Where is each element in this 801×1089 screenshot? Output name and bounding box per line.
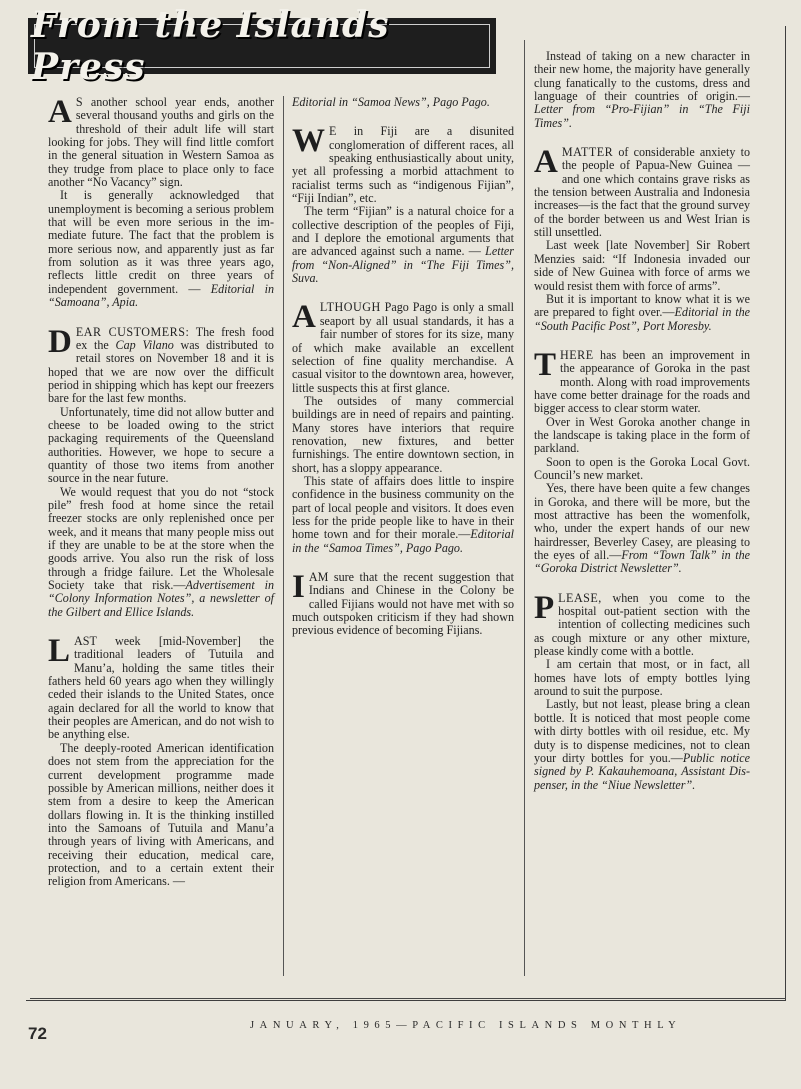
article-source: Editorial in “Samoa News”, Pago Pago. xyxy=(292,95,490,109)
drop-cap: W xyxy=(292,123,325,160)
drop-cap: P xyxy=(534,589,555,626)
article-colony-notes xyxy=(48,323,275,620)
drop-cap: T xyxy=(534,346,557,383)
article-fiji-times-2 xyxy=(292,571,514,638)
article-samoa-times xyxy=(292,301,514,555)
article-paragraph: Last week [late November] Sir Robert Menzies said: “If Indonesia invaded our side of New Guinea with force of arms we would resist them with force of arms”. xyxy=(534,238,750,293)
article-lead: LAST week [mid-November] the traditional leaders of Tutuila and Manu’a, holding the same titles their fathers held 60 years ago when they willingly ceded their islands to the United States, once again declared for all the world to know that their peoples are American, and do not wish to be anything else. xyxy=(48,633,274,742)
column-middle xyxy=(292,96,514,654)
article-source: Letter from “Non-Aligned” in “The Fiji Times”, Suva. xyxy=(292,244,514,286)
article-paragraph: But it is important to know what it is we are prepared to fight over.—Editorial in the “South Pacific Post”, Port Moresby. xyxy=(534,291,751,333)
article-south-pacific-post xyxy=(534,146,750,333)
drop-cap: I xyxy=(292,569,305,605)
drop-cap: A xyxy=(48,94,72,130)
drop-cap: L xyxy=(48,633,71,670)
article-lead: W E in Fiji are a disunited conglomeration of different races, all speaking enthusiastically about unity, yet all professing a morbid attachment to racialist terms such as “indigenous Fijian”, “Fiji Indian”, etc. xyxy=(292,123,514,206)
article-source: Editorial in “Samoana”, Apia. xyxy=(48,281,274,310)
footer-rule xyxy=(30,998,786,999)
column-left xyxy=(48,96,274,905)
article-paragraph: Soon to open is the Goroka Local Govt. Council’s new market. xyxy=(534,454,750,482)
article-source: Advertisement in “Colony Information Notes”, a newsletter of the Gilbert and Ellice Islands. xyxy=(48,578,274,619)
article-paragraph: Lastly, but not least, please bring a clean bottle. It is noticed that most people come with dirty bottles with oil residue, etc. My duty is to dispense medicines, not to clean your dirty bottles for you.—Public notice signed by P. Kakauhemoana, Assistant Dispenser, in the “Niue Newsletter”. xyxy=(534,697,750,792)
article-paragraph: Unfortunately, time did not allow butter and cheese to be loaded owing to the strict packaging requirements of the Queensland authorities. However, we hope to secure a quantity of those two items from another source in the near future. xyxy=(48,404,274,486)
article-source-line xyxy=(292,96,514,109)
article-samoa-news-cont xyxy=(292,96,514,109)
article-samoana xyxy=(48,96,274,310)
column-rule xyxy=(283,96,284,976)
article-lead: ALTHOUGH Pago Pago is only a small seaport by all usual standards, it has a fair number of stores for its size, many of which make available an excellent selection of fine quality merchandise. A casual visitor to the downtown area, however, little suspects this at first glance. xyxy=(292,299,514,395)
running-head: JANUARY, 1965—PACIFIC ISLANDS MONTHLY xyxy=(250,1020,682,1031)
article-paragraph: The deeply-rooted American identification does not stem from the appreciation for the current development programme made possible by American millions, neither does it stem from a desire to keep the American dollars flowing in. It is the thinking instilled into the Samoans of Tutuila and Manu’a through years of living with Americans, and receiving their education, medical care, protection, and to a certain extent their religion from Americans. — xyxy=(48,740,274,889)
article-paragraph: The outsides of many commercial buildings are in need of repairs and painting. Many stores have interiors that require renovation, new fixtures, and better furnishings. The entire downtown section, in short, has a sloppy appearance. xyxy=(292,393,514,475)
drop-cap: A xyxy=(534,144,558,181)
article-goroka xyxy=(534,346,750,576)
article-source: Editorial in the “South Pacific Post”, Port Moresby. xyxy=(534,305,751,333)
article-source: Letter from “Pro-Fijian” in “The Fiji Times”. xyxy=(534,102,750,130)
article-lead: A S another school year ends, another several thousand youths and girls on the threshold of their adult life will start looking for jobs. They will find little comfort in the general situation in Western Samoa as they trudge from place to place only to face another “No Vacancy” sign. xyxy=(48,94,274,190)
article-lead: A MATTER of considerable anxiety to the people of Papua-New Guinea — and one which contains grave risks as the tension between Australia and Indonesia increases—is the fact that the ground survey of the border between us and West Irian is still unsettled. xyxy=(534,144,750,240)
article-fiji-times-1 xyxy=(292,125,514,285)
article-samoa-news xyxy=(48,635,274,889)
article-lead: I AM sure that the recent suggestion that Indians and Chinese in the Colony be called Fijians would not have met with so much outspoken criticism if they had shown previous evidence of becoming Fijians. xyxy=(292,569,514,638)
article-lead: THERE has been an improvement in the appearance of Goroka in the past month. Along with road improvements have come better drainage for the roads and bigger access to clear storm water. xyxy=(534,346,750,416)
article-paragraph: The term “Fijian” is a natural choice for a collective description of the peoples of Fiji, and I deplore the emotional arguments that are advanced against such a name. — Letter from “Non-Aligned” in “The Fiji Times”, Suva. xyxy=(292,204,514,286)
section-title: From the Islands Press xyxy=(31,4,390,88)
column-right xyxy=(534,50,750,808)
article-fiji-times-2-cont xyxy=(534,50,750,130)
article-paragraph: Yes, there have been quite a few changes in Goroka, and there will be more, but the most attractive has been the womenfolk, who, under the expert hands of our new hairdresser, Beverley Casey, are pleasing to the eyes of all.—From “Town Talk” in the “Goroka District Newsletter”. xyxy=(534,481,750,576)
page-number: 72 xyxy=(28,1024,47,1043)
column-rule xyxy=(524,40,525,976)
section-banner xyxy=(28,4,496,88)
article-paragraph: We would request that you do not “stock pile” fresh food at home since the retail freezer stocks are only replenished once per week, and it means that many people miss out if they are unable to be at the store when the goods arrive. You also run the risk of loss through a fridge failure. Let the Wholesale Society take that risk.—Advertisement in “Colony Information Notes”, a newsletter of the Gilbert and Ellice Islands. xyxy=(48,484,274,619)
drop-cap: A xyxy=(292,299,316,336)
article-source: From “Town Talk” in the “Goroka District Newsletter”. xyxy=(534,548,750,576)
article-source: Public notice signed by P. Kakauhemoana, Assistant Dispenser, in the “Niue Newsletter”. xyxy=(534,750,750,792)
article-paragraph: It is generally acknowledged that unemployment is becoming a serious problem that will be even more serious in the immediate future. The fact that the problem is more serious now, and apparently just as far from solution as it was three years ago, reflects little credit on three years of independent government. — Editorial in “Samoana”, Apia. xyxy=(48,188,274,310)
article-niue xyxy=(534,589,750,792)
article-paragraph: I am certain that most, or in fact, all homes have lots of empty bottles lying around to suit the purpose. xyxy=(534,657,750,699)
article-paragraph: Over in West Goroka another change in the landscape is taking place in the form of parkland. xyxy=(534,414,750,456)
article-paragraph: Instead of taking on a new character in their new home, the majority have generally clung fanatically to the customs, dress and language of their countries of origin.—Letter from “Pro-Fijian” in “The Fiji Times”. xyxy=(534,49,750,130)
article-lead: PLEASE, when you come to the hospital out-patient section with the intention of collecting medicines such as cough mixture or any other mixture, please kindly come with a bottle. xyxy=(534,589,750,659)
drop-cap: D xyxy=(48,323,72,360)
article-source: Editorial in the “Samoa Times”, Pago Pago. xyxy=(292,527,514,555)
article-paragraph: This state of affairs does little to inspire confidence in the business community on the part of local people and visitors. It does even less for the pride people like to have in their home town and for their morale.—Editorial in the “Samoa Times”, Pago Pago. xyxy=(292,473,514,555)
article-lead: DEAR CUSTOMERS: The fresh food ex the Cap Vilano was distributed to retail stores on November 18 and it is hoped that we are now over the difficult period in shipping which has kept our freezers bare for the last few months. xyxy=(48,323,275,406)
